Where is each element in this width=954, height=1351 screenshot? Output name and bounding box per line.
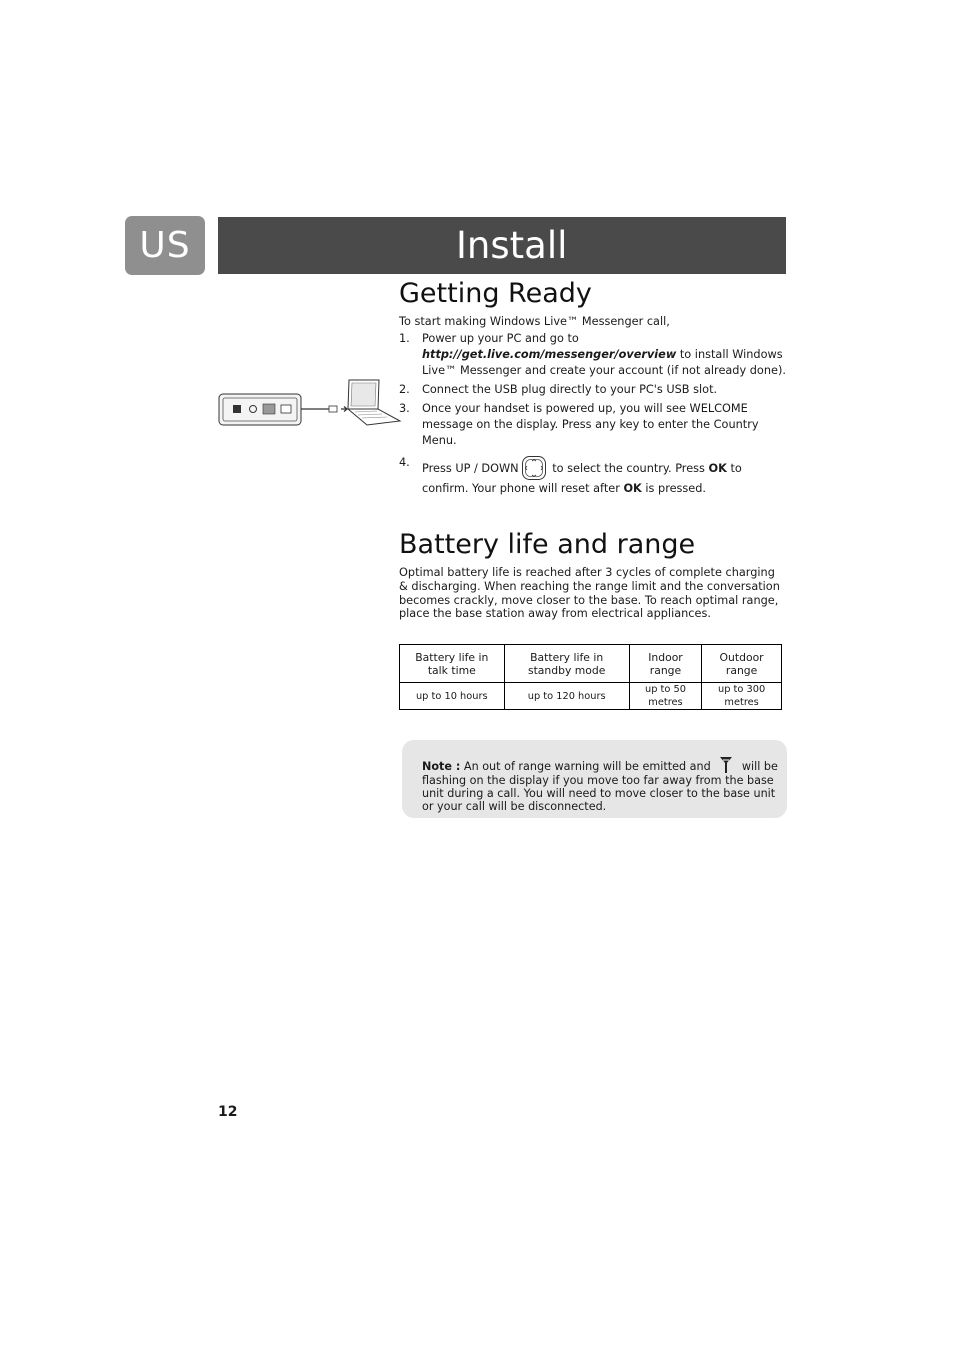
- table-cell: up to 120 hours: [504, 683, 629, 710]
- table-row: [400, 683, 782, 710]
- note-box: [402, 740, 787, 818]
- table-cell: up to 10 hours: [400, 683, 505, 710]
- note-label: Note :: [422, 760, 461, 773]
- signal-antenna-icon: [718, 756, 734, 774]
- region-badge: US: [125, 216, 205, 275]
- title-bar: [218, 217, 786, 274]
- step-number: 1.: [399, 332, 410, 345]
- page-number: 12: [218, 1104, 238, 1120]
- table-cell: up to 50 metres: [629, 683, 701, 710]
- table-header-cell: Outdoor range: [702, 645, 782, 683]
- getting-ready-heading: Getting Ready: [399, 278, 592, 309]
- step-number: 4.: [399, 456, 410, 469]
- note-text: Note : An out of range warning will be emitted and will be flashing on the display if you move too far away from the base unit during a call. You will need to move closer to the base unit or your call will be disconnected.: [422, 756, 778, 813]
- battery-range-table: [399, 644, 782, 710]
- table-header-cell: Indoor range: [629, 645, 701, 683]
- table-header-row: [400, 645, 782, 683]
- messenger-url-link[interactable]: http://get.live.com/messenger/overview: [422, 348, 677, 361]
- table-header-cell: Battery life in standby mode: [504, 645, 629, 683]
- table-cell: up to 300 metres: [702, 683, 782, 710]
- navigation-key-icon: [521, 455, 547, 481]
- step-number: 3.: [399, 402, 410, 415]
- step-number: 2.: [399, 383, 410, 396]
- page-title: Install: [456, 224, 568, 267]
- usb-connection-illustration: [217, 377, 402, 429]
- step-text: Connect the USB plug directly to your PC's USB slot.: [422, 383, 718, 396]
- step-text: Once your handset is powered up, you will see WELCOME message on the display. Press any key to enter the Country Menu.: [422, 402, 759, 447]
- step-text: Press UP / DOWN to select the country. Press OK to confirm. Your phone will reset after OK is pressed.: [422, 455, 787, 497]
- table-header-cell: Battery life in talk time: [400, 645, 505, 683]
- battery-paragraph: Optimal battery life is reached after 3 cycles of complete charging & discharging. When reaching the range limit and the conversation becomes crackly, move closer to the base. To reach optimal range, place the base station away from electrical appliances.: [399, 566, 780, 621]
- getting-ready-intro: To start making Windows Live™ Messenger call,: [399, 315, 670, 328]
- step-text: Power up your PC and go to http://get.live.com/messenger/overview to install Windows Live™ Messenger and create your account (if not already done).: [422, 332, 786, 377]
- battery-heading: Battery life and range: [399, 529, 696, 560]
